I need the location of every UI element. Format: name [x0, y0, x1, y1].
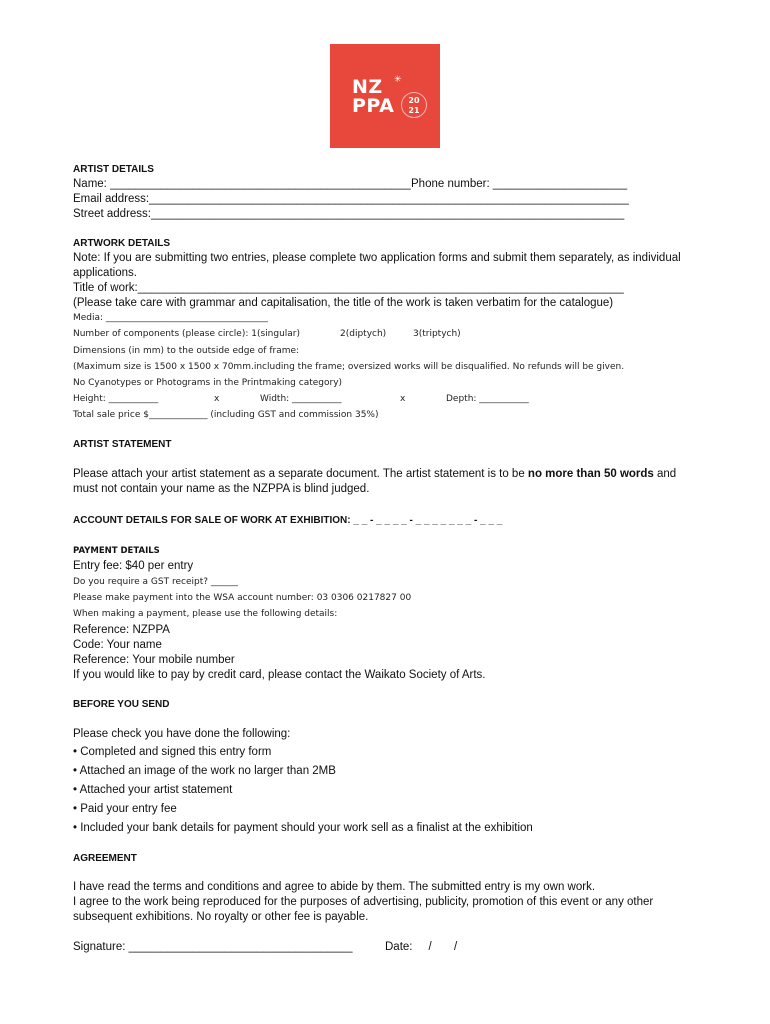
grammar-note: (Please take care with grammar and capitalisation, the title of the work is taken verbatim for the catalogue) — [73, 297, 614, 309]
name-field[interactable]: Name: _______________________________________________ — [73, 178, 411, 190]
max-size-note: (Maximum size is 1500 x 1500 x 70mm.including the frame; oversized works will be disqualified. No refunds will be given. — [73, 362, 625, 372]
no-cyanotypes-note: No Cyanotypes or Photograms in the Printmaking category) — [73, 378, 343, 388]
nzppa-logo — [330, 44, 440, 148]
checklist-item: • Attached your artist statement — [73, 784, 233, 796]
height-field[interactable]: Height: ___________ — [73, 394, 159, 404]
agreement-heading: AGREEMENT — [73, 853, 137, 864]
checklist-item: • Attached an image of the work no larger than 2MB — [73, 765, 336, 777]
email-field[interactable]: Email address:___________________________________________________________________________ — [73, 193, 629, 205]
payment-reference: Reference: NZPPA — [73, 624, 170, 636]
statement-text-a: Please attach your artist statement as a separate document. The artist statement is to be — [73, 468, 528, 480]
checklist-item: • Included your bank details for payment should your work sell as a finalist at the exhibition — [73, 822, 533, 834]
artist-details-heading: ARTIST DETAILS — [73, 164, 154, 175]
statement-word-limit: no more than 50 words — [527, 468, 654, 480]
times-sign-1: x — [214, 394, 220, 404]
dimensions-label: Dimensions (in mm) to the outside edge of frame: — [73, 346, 300, 356]
payment-details-heading: PAYMENT DETAILS — [73, 546, 160, 556]
account-details-field[interactable]: ACCOUNT DETAILS FOR SALE OF WORK AT EXHIBITION: _ _ - _ _ _ _ - _ _ _ _ _ _ _ - _ _ _ — [73, 515, 503, 526]
payment-reference-2: Reference: Your mobile number — [73, 654, 235, 666]
logo-year: 20 21 — [401, 92, 427, 118]
checklist-item: • Paid your entry fee — [73, 803, 177, 815]
before-you-send-heading: BEFORE YOU SEND — [73, 699, 170, 710]
street-address-field[interactable]: Street address:__________________________________________________________________________ — [73, 208, 625, 220]
artwork-note-line1: Note: If you are submitting two entries, please complete two application forms and submit them separately, as individual — [73, 252, 681, 264]
total-sale-price-field[interactable]: Total sale price $_____________ (including GST and commission 35%) — [73, 410, 379, 420]
agreement-line1: I have read the terms and conditions and agree to abide by them. The submitted entry is my own work. — [73, 881, 596, 893]
times-sign-2: x — [400, 394, 406, 404]
checklist-intro: Please check you have done the following: — [73, 728, 291, 740]
statement-line2: must not contain your name as the NZPPA is blind judged. — [73, 483, 370, 495]
credit-card-note: If you would like to pay by credit card, please contact the Waikato Society of Arts. — [73, 669, 486, 681]
components-triptych[interactable]: 3(triptych) — [413, 329, 461, 339]
logo-text-line2: PPA — [352, 95, 395, 117]
statement-text-c: and — [653, 468, 677, 480]
payment-code: Code: Your name — [73, 639, 162, 651]
entry-fee-text: Entry fee: $40 per entry — [73, 560, 194, 572]
artist-statement-heading: ARTIST STATEMENT — [73, 439, 172, 450]
phone-field[interactable]: Phone number: _____________________ — [411, 178, 628, 190]
depth-field[interactable]: Depth: ___________ — [446, 394, 529, 404]
gst-receipt-field[interactable]: Do you require a GST receipt? ______ — [73, 577, 238, 587]
payment-details-intro: When making a payment, please use the following details: — [73, 609, 338, 619]
components-label: Number of components (please circle): 1(singular) — [73, 329, 300, 339]
statement-line1 — [73, 468, 676, 480]
signature-field[interactable]: Signature: ___________________________________ — [73, 941, 353, 953]
date-field[interactable]: Date: / / — [385, 941, 458, 953]
components-diptych[interactable]: 2(diptych) — [340, 329, 387, 339]
artwork-note-line2: applications. — [73, 267, 137, 279]
logo-text-line1: NZ — [352, 76, 383, 98]
checklist-item: • Completed and signed this entry form — [73, 746, 272, 758]
width-field[interactable]: Width: ___________ — [260, 394, 342, 404]
media-field[interactable]: Media: ____________________________________ — [73, 313, 268, 323]
wsa-account-text: Please make payment into the WSA account number: 03 0306 0217827 00 — [73, 593, 412, 603]
title-of-work-field[interactable]: Title of work:____________________________________________________________________________ — [73, 282, 624, 294]
agreement-line2: I agree to the work being reproduced for the purposes of advertising, publicity, promotion of this event or any other — [73, 896, 654, 908]
agreement-line3: subsequent exhibitions. No royalty or other fee is payable. — [73, 911, 369, 923]
logo-mark-icon: ✳ — [394, 74, 402, 84]
artwork-details-heading: ARTWORK DETAILS — [73, 238, 171, 249]
